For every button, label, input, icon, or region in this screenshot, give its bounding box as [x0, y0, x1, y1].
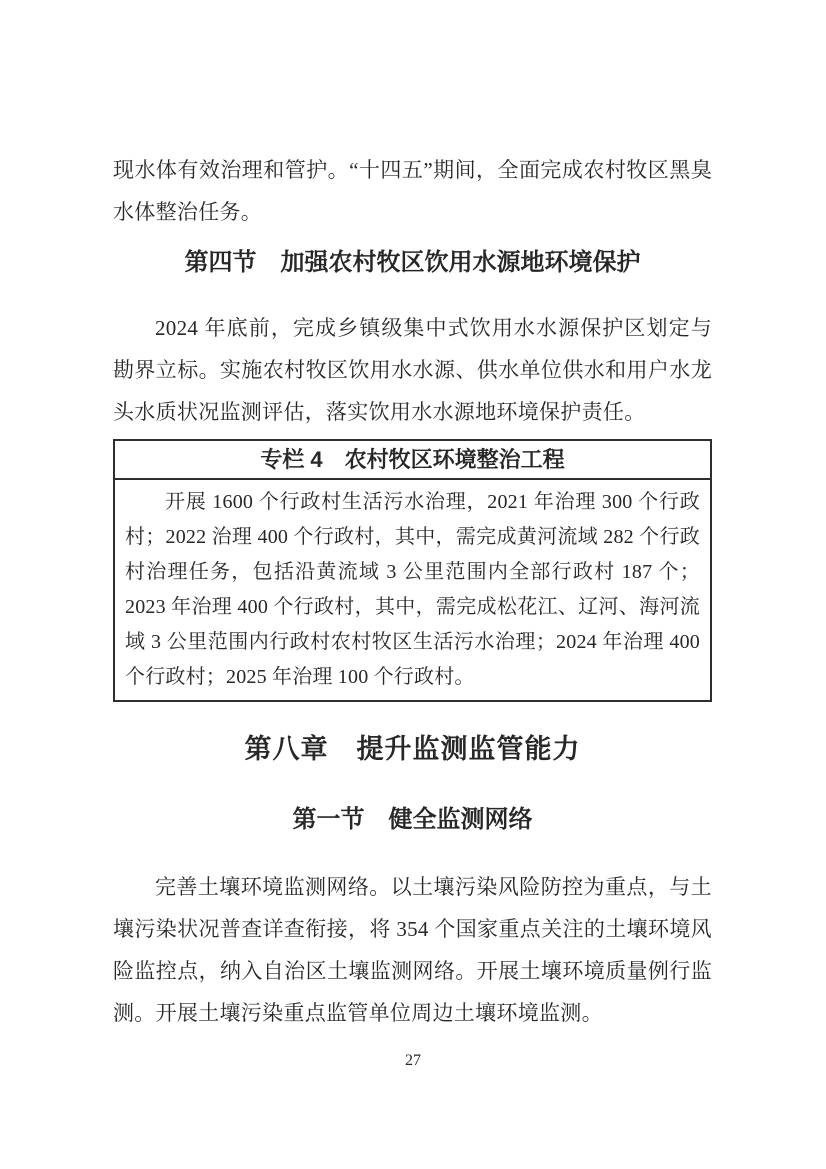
- column-box-4: [113, 439, 712, 702]
- paragraph-soil-monitoring: 完善土壤环境监测网络。以土壤污染风险防控为重点，与土壤污染状况普查详查衔接，将 354 个国家重点关注的土壤环境风险监控点，纳入自治区土壤监测网络。开展土壤环境质量例行监测。开展土壤污染重点监管单位周边土壤环境监测。: [113, 875, 712, 1025]
- column-box-title: 专栏 4 农村牧区环境整治工程: [115, 441, 710, 480]
- chapter-heading-8-monitoring-supervision: 第八章 提升监测监管能力: [244, 734, 581, 764]
- page-number: 27: [405, 1052, 421, 1069]
- paragraph-water-source-protection: 2024 年底前，完成乡镇级集中式饮用水水源保护区划定与勘界立标。实施农村牧区饮用水水源、供水单位供水和用户水龙头水质状况监测评估，落实饮用水水源地环境保护责任。: [113, 316, 712, 424]
- paragraph-black-odorous-water: 现水体有效治理和管护。“十四五”期间，全面完成农村牧区黑臭水体整治任务。: [113, 158, 712, 224]
- column-box-text: 开展 1600 个行政村生活污水治理，2021 年治理 300 个行政村；2022 治理 400 个行政村，其中，需完成黄河流域 282 个行政村治理任务，包括沿黄流域 3 公里范围内全部行政村 187 个； 2023 年治理 400 个行政村，其中，需完成松花江、辽河、海河流域 3 公里范围内行政村农村牧区生活污水治理；2024 年治理 400 个行政村；2025 年治理 100 个行政村。: [125, 491, 700, 688]
- section-heading-4-drinking-water-protection: 第四节 加强农村牧区饮用水源地环境保护: [184, 250, 641, 276]
- section-heading-1-monitoring-network: 第一节 健全监测网络: [292, 807, 533, 833]
- column-box-body: [115, 480, 710, 700]
